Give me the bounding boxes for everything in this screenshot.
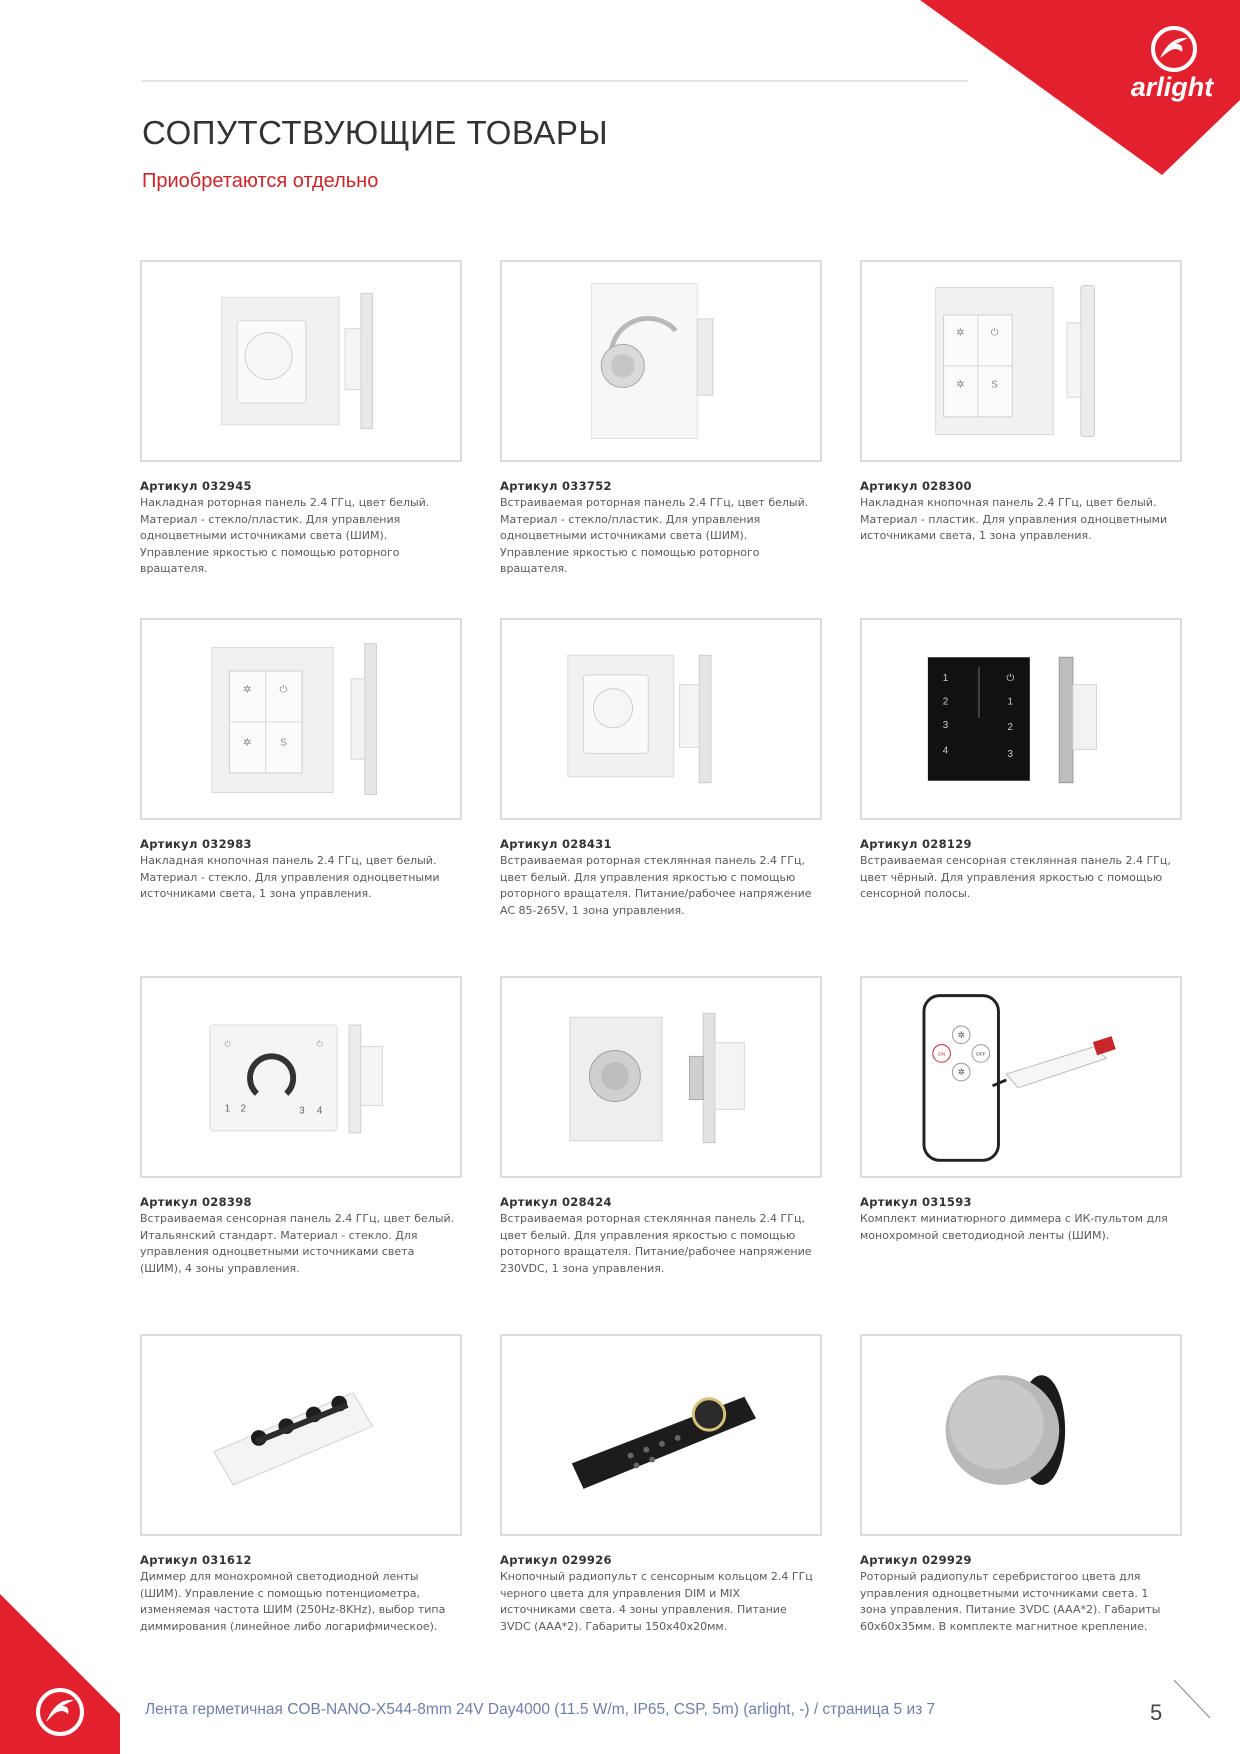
product-description: Накладная кнопочная панель 2.4 ГГц, цвет белый. Материал - пластик. Для управления одноцветными источниками света, 1 зона управления. [860, 496, 1168, 543]
product-card[interactable] [140, 618, 462, 903]
brightness-icon: ✲ [957, 1067, 965, 1078]
product-card[interactable] [860, 976, 1182, 1244]
button-panel-icon [862, 262, 1180, 460]
product-card[interactable] [500, 618, 822, 919]
ir-remote-icon [862, 978, 1180, 1176]
zone-label: 3 [299, 1105, 305, 1117]
product-card[interactable] [140, 976, 462, 1277]
product-image[interactable] [860, 1334, 1182, 1536]
zone-label: 4 [942, 745, 949, 757]
product-image[interactable] [500, 260, 822, 462]
product-article: Артикул 028300 [860, 479, 972, 493]
product-image[interactable] [500, 976, 822, 1178]
power-icon: ⏻ [224, 1039, 231, 1049]
product-image[interactable] [140, 1334, 462, 1536]
zone-label: 2 [240, 1103, 246, 1115]
product-article: Артикул 033752 [500, 479, 612, 493]
product-card[interactable] [860, 260, 1182, 545]
arlight-mark-icon [0, 1594, 120, 1754]
product-card[interactable] [500, 1334, 822, 1635]
product-card[interactable] [500, 260, 822, 578]
silver-rotary-remote-icon [862, 1336, 1180, 1534]
product-description: Встраиваемая роторная панель 2.4 ГГц, цвет белый. Материал - стекло/пластик. Для управления одноцветными источниками света (ШИМ). Управление яркостью с помощью роторного вращателя. [500, 496, 809, 576]
brightness-icon: ✲ [956, 327, 965, 339]
scene-icon: S [280, 737, 287, 749]
page-subtitle: Приобретаются отдельно [142, 170, 379, 192]
zone-label: 1 [942, 672, 949, 684]
brand-corner-logo[interactable] [920, 0, 1240, 175]
zone-label: 1 [224, 1103, 231, 1115]
product-image[interactable] [860, 260, 1182, 462]
zone-label: 3 [1007, 749, 1013, 761]
touch-ring-panel-icon [142, 978, 460, 1176]
power-icon: ⏻ [316, 1039, 323, 1049]
footer-product-title: Лента герметичная COB-NANO-X544-8mm 24V Day4000 (11.5 W/m, IP65, CSP, 5m) (arlight, -) / страница 5 из 7 [145, 1701, 936, 1718]
product-article: Артикул 029926 [500, 1553, 612, 1567]
product-description: Встраиваемая сенсорная стеклянная панель 2.4 ГГц, цвет чёрный. Для управления яркостью с помощью сенсорной полосы. [860, 854, 1171, 901]
header-divider [142, 80, 968, 82]
page-number: 5 [1150, 1700, 1163, 1725]
rotary-panel-silver-icon [502, 262, 820, 460]
product-image[interactable] [500, 618, 822, 820]
black-remote-icon [502, 1336, 820, 1534]
product-article: Артикул 032945 [140, 479, 252, 493]
product-card[interactable] [140, 1334, 462, 1635]
brightness-icon: ✲ [242, 684, 252, 696]
product-article: Артикул 032983 [140, 837, 252, 851]
product-description: Диммер для монохромной светодиодной ленты (ШИМ). Управление с помощью потенциометра, изменяемая частота ШИМ (250Hz-8KHz), выбор типа диммирования (линейное либо логарифмическое). [140, 1570, 446, 1633]
product-description: Кнопочный радиопульт с сенсорным кольцом 2.4 ГГц черного цвета для управления DIM и MIX источниками света. 4 зоны управления. Питание 3VDC (AAA*2). Габариты 150x40x20мм. [500, 1570, 813, 1633]
product-description: Встраиваемая роторная стеклянная панель 2.4 ГГц, цвет белый. Для управления яркостью с помощью роторного вращателя. Питание/рабочее напряжение AC 85-265V, 1 зона управления. [500, 854, 812, 917]
zone-label: 4 [316, 1105, 323, 1117]
rotary-panel-icon [142, 262, 460, 460]
zone-label: 2 [942, 696, 949, 708]
zone-label: 3 [942, 719, 949, 731]
rotary-glass-panel-icon [502, 620, 820, 818]
product-description: Комплект миниатюрного диммера с ИК-пультом для монохромной светодиодной ленты (ШИМ). [860, 1212, 1168, 1242]
product-article: Артикул 028431 [500, 837, 612, 851]
product-description: Роторный радиопульт серебристогоо цвета для управления одноцветными источниками света. 1 зона управления. Питание 3VDC (AAA*2). Габариты 60x60x35мм. В комплекте магнитное крепление. [860, 1570, 1161, 1633]
scene-icon: S [991, 379, 998, 391]
product-article: Артикул 031593 [860, 1195, 972, 1209]
product-image[interactable] [860, 976, 1182, 1178]
product-card[interactable] [860, 1334, 1182, 1635]
product-article: Артикул 028398 [140, 1195, 252, 1209]
brightness-icon: ✲ [956, 379, 965, 391]
brightness-icon: ✲ [242, 737, 252, 749]
product-article: Артикул 031612 [140, 1553, 252, 1567]
footer-brand-corner [0, 1594, 120, 1754]
power-icon: ⏻ [1006, 672, 1015, 684]
page-slash-divider [1172, 1678, 1212, 1720]
product-article: Артикул 029929 [860, 1553, 972, 1567]
power-icon: ⏻ [990, 327, 999, 339]
off-button-label: OFF [975, 1052, 986, 1058]
brightness-icon: ✲ [957, 1029, 965, 1040]
logo-text: arlight [1130, 72, 1214, 102]
zone-label: 2 [1007, 721, 1013, 733]
product-description: Накладная кнопочная панель 2.4 ГГц, цвет белый. Материал - стекло. Для управления одноцветными источниками света, 1 зона управления. [140, 854, 440, 901]
button-panel-glass-icon [142, 620, 460, 818]
product-article: Артикул 028424 [500, 1195, 612, 1209]
product-image[interactable] [500, 1334, 822, 1536]
touch-panel-black-icon [862, 620, 1180, 818]
arlight-logo-icon [920, 0, 1240, 175]
potentiometer-dimmer-icon [142, 1336, 460, 1534]
zone-label: 1 [1007, 696, 1013, 708]
page-title: СОПУТСТВУЮЩИЕ ТОВАРЫ [142, 114, 609, 151]
product-description: Накладная роторная панель 2.4 ГГц, цвет белый. Материал - стекло/пластик. Для управления одноцветными источниками света (ШИМ). Управление яркостью с помощью роторного вращателя. [140, 496, 430, 576]
product-image[interactable] [140, 618, 462, 820]
product-image[interactable] [860, 618, 1182, 820]
product-image[interactable] [140, 976, 462, 1178]
power-icon: ⏻ [279, 684, 288, 696]
product-article: Артикул 028129 [860, 837, 972, 851]
product-card[interactable] [500, 976, 822, 1277]
rotary-glass-silver-icon [502, 978, 820, 1176]
product-card[interactable] [860, 618, 1182, 903]
product-image[interactable] [140, 260, 462, 462]
on-button-label: ON [937, 1052, 946, 1058]
product-description: Встраиваемая сенсорная панель 2.4 ГГц, цвет белый. Итальянский стандарт. Материал - стекло. Для управления одноцветными источниками света (ШИМ), 4 зоны управления. [140, 1212, 455, 1275]
product-description: Встраиваемая роторная стеклянная панель 2.4 ГГц, цвет белый. Для управления яркостью с помощью роторного вращателя. Питание/рабочее напряжение 230VDC, 1 зона управления. [500, 1212, 812, 1275]
product-card[interactable] [140, 260, 462, 578]
